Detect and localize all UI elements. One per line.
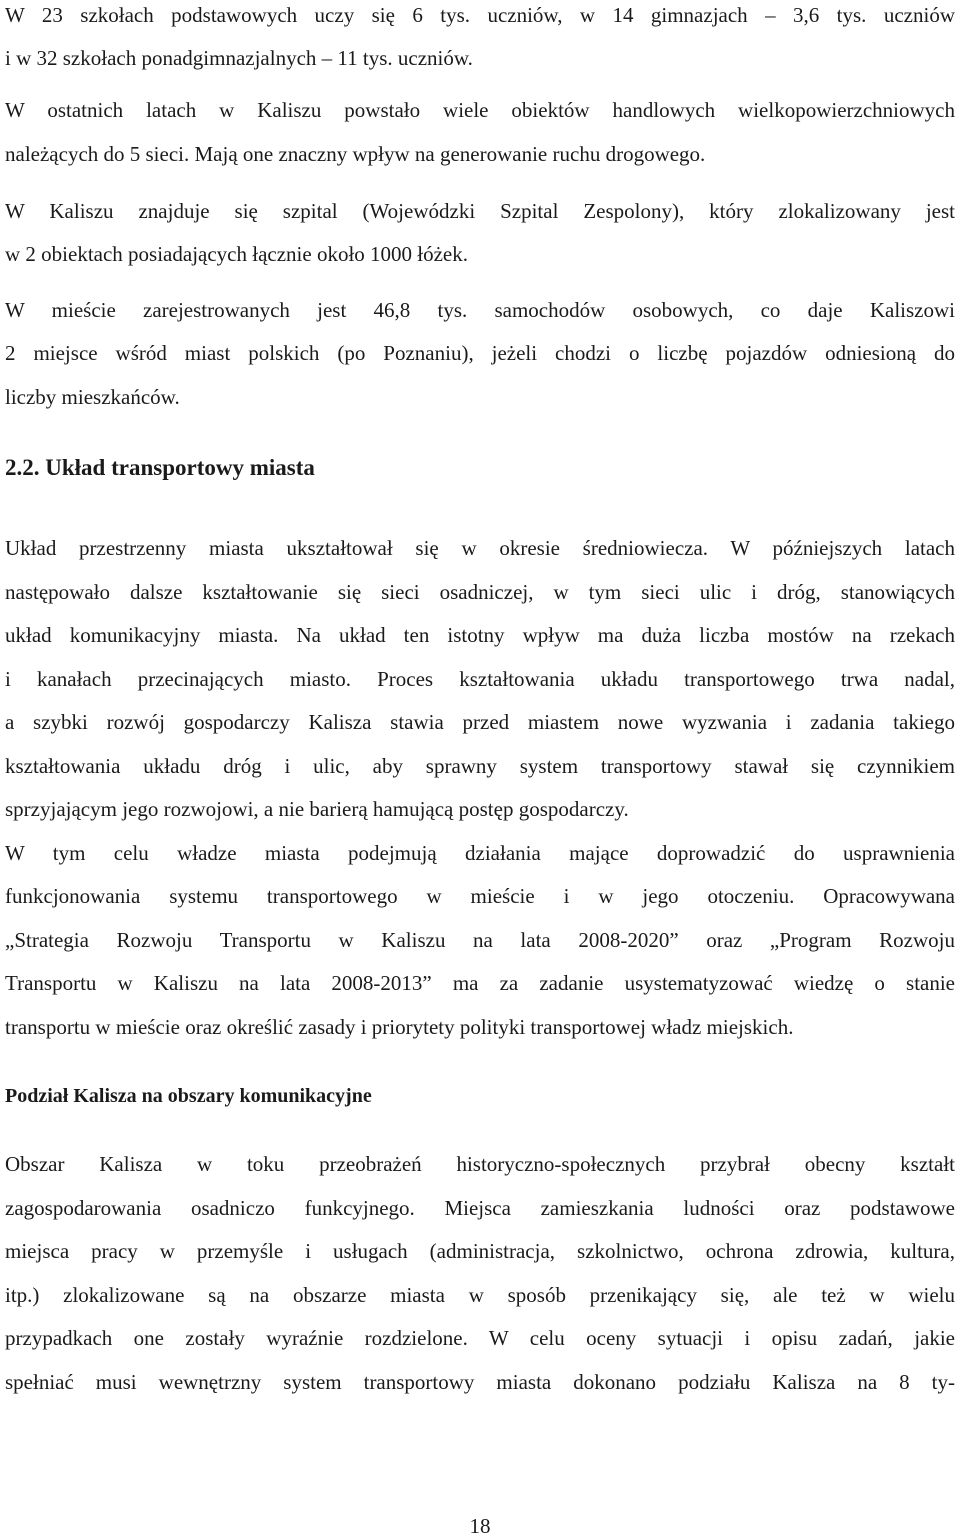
text-line: Transportu w Kaliszu na lata 2008-2013” ma za zadanie usystematyzować wiedzę o stanie	[5, 971, 955, 995]
text-line: W Kaliszu znajduje się szpital (Wojewódzki Szpital Zespolony), który zlokalizowany jest	[5, 199, 955, 223]
text-line: „Strategia Rozwoju Transportu w Kaliszu na lata 2008-2020” oraz „Program Rozwoju	[5, 928, 955, 952]
page-number: 18	[469, 1514, 491, 1538]
text-line: miejsca pracy w przemyśle i usługach (administracja, szkolnictwo, ochrona zdrowia, kultura,	[5, 1239, 955, 1263]
text-line: W 23 szkołach podstawowych uczy się 6 tys. uczniów, w 14 gimnazjach – 3,6 tys. uczniów	[5, 3, 955, 27]
text-line: przypadkach one zostały wyraźnie rozdzielone. W celu oceny sytuacji i opisu zadań, jakie	[5, 1326, 955, 1350]
text-line: należących do 5 sieci. Mają one znaczny wpływ na generowanie ruchu drogowego.	[5, 142, 706, 166]
text-line: i kanałach przecinających miasto. Proces kształtowania układu transportowego trwa nadal,	[5, 667, 955, 691]
text-line: sprzyjającym jego rozwojowi, a nie barierą hamującą postęp gospodarczy.	[5, 797, 629, 821]
text-line: W mieście zarejestrowanych jest 46,8 tys. samochodów osobowych, co daje Kaliszowi	[5, 298, 955, 322]
text-line: itp.) zlokalizowane są na obszarze miasta w sposób przenikający się, ale też w wielu	[5, 1283, 955, 1307]
text-line: spełniać musi wewnętrzny system transportowy miasta dokonano podziału Kalisza na 8 ty-	[5, 1370, 955, 1394]
text-line: liczby mieszkańców.	[5, 385, 180, 409]
text-line: zagospodarowania osadniczo funkcyjnego. Miejsca zamieszkania ludności oraz podstawowe	[5, 1196, 955, 1220]
text-line: w 2 obiektach posiadających łącznie około 1000 łóżek.	[5, 242, 469, 266]
text-line: następowało dalsze kształtowanie się sieci osadniczej, w tym sieci ulic i dróg, stanowiących	[5, 580, 955, 604]
text-line: W tym celu władze miasta podejmują działania mające doprowadzić do usprawnienia	[5, 841, 955, 865]
text-line: Obszar Kalisza w toku przeobrażeń historyczno-społecznych przybrał obecny kształt	[5, 1152, 955, 1176]
text-line: W ostatnich latach w Kaliszu powstało wiele obiektów handlowych wielkopowierzchniowych	[5, 98, 955, 122]
text-line: funkcjonowania systemu transportowego w mieście i w jego otoczeniu. Opracowywana	[5, 884, 955, 908]
section-heading: 2.2. Układ transportowy miasta	[5, 455, 315, 480]
text-line: a szybki rozwój gospodarczy Kalisza stawia przed miastem nowe wyzwania i zadania takiego	[5, 710, 955, 734]
text-line: i w 32 szkołach ponadgimnazjalnych – 11 tys. uczniów.	[5, 46, 473, 70]
subheading: Podział Kalisza na obszary komunikacyjne	[5, 1085, 372, 1107]
text-line: Układ przestrzenny miasta ukształtował się w okresie średniowiecza. W późniejszych latach	[5, 536, 955, 560]
text-line: 2 miejsce wśród miast polskich (po Poznaniu), jeżeli chodzi o liczbę pojazdów odniesioną do	[5, 341, 955, 365]
text-line: kształtowania układu dróg i ulic, aby sprawny system transportowy stawał się czynnikiem	[5, 754, 955, 778]
text-line: transportu w mieście oraz określić zasady i priorytety polityki transportowej władz miejskich.	[5, 1015, 794, 1039]
text-line: układ komunikacyjny miasta. Na układ ten istotny wpływ ma duża liczba mostów na rzekach	[5, 623, 955, 647]
